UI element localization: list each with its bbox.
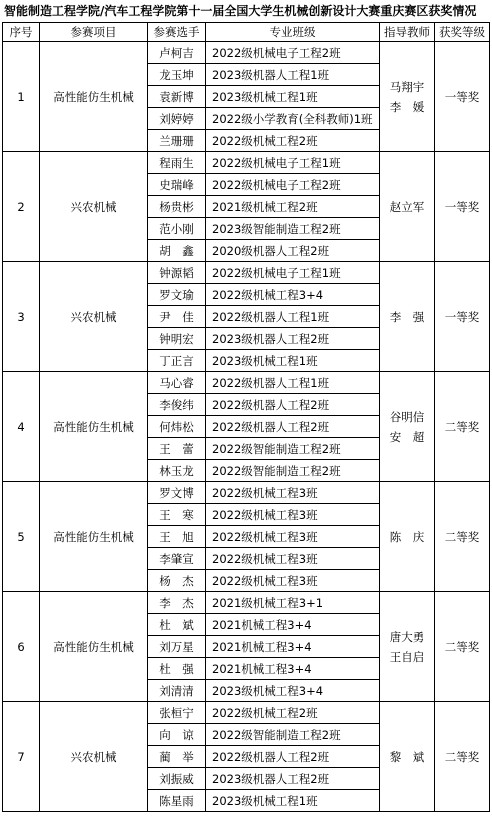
participant-name: 罗文瑜 — [148, 284, 206, 306]
participant-class: 2022级机械工程3班 — [206, 504, 380, 526]
group-award: 二等奖 — [435, 592, 490, 702]
group-index: 7 — [3, 702, 40, 812]
table-row — [3, 592, 490, 614]
participant-name: 程雨生 — [148, 152, 206, 174]
participant-name: 杨贵彬 — [148, 196, 206, 218]
participant-class: 2023级机器人工程1班 — [206, 64, 380, 86]
table-row — [3, 482, 490, 504]
participant-class: 2022级小学教育(全科教师)1班 — [206, 108, 380, 130]
participant-class: 2022级智能制造工程2班 — [206, 438, 380, 460]
participant-name: 兰珊珊 — [148, 130, 206, 152]
participant-name: 范小刚 — [148, 218, 206, 240]
group-project: 兴农机械 — [40, 152, 148, 262]
participant-name: 卢柯吉 — [148, 42, 206, 64]
participant-class: 2023级机械工程1班 — [206, 790, 380, 812]
table-row — [3, 152, 490, 174]
participant-name: 王 寒 — [148, 504, 206, 526]
group-index: 3 — [3, 262, 40, 372]
advisor-name: 安 超 — [389, 429, 425, 444]
group-project: 兴农机械 — [40, 262, 148, 372]
advisor-name: 黎 斌 — [389, 749, 425, 764]
group-index: 1 — [3, 42, 40, 152]
participant-name: 胡 鑫 — [148, 240, 206, 262]
advisor-name: 陈 庆 — [389, 529, 425, 544]
participant-class: 2023级机器人工程2班 — [206, 328, 380, 350]
participant-class: 2021级机械工程2班 — [206, 196, 380, 218]
group-advisors — [380, 42, 435, 152]
advisor-name: 李 媛 — [389, 99, 425, 114]
participant-name: 何炜松 — [148, 416, 206, 438]
group-advisors — [380, 702, 435, 812]
group-index: 5 — [3, 482, 40, 592]
participant-class: 2022级智能制造工程2班 — [206, 460, 380, 482]
participant-class: 2022级机械工程2班 — [206, 702, 380, 724]
participant-name: 钟明宏 — [148, 328, 206, 350]
participant-name: 蔺 举 — [148, 746, 206, 768]
participant-class: 2022级机器人工程1班 — [206, 306, 380, 328]
group-index: 6 — [3, 592, 40, 702]
participant-class: 2023级机械工程1班 — [206, 86, 380, 108]
participant-class: 2022级机械电子工程2班 — [206, 174, 380, 196]
participant-name: 刘婷婷 — [148, 108, 206, 130]
participant-class: 2020级机器人工程2班 — [206, 240, 380, 262]
participant-class: 2022级机械工程3班 — [206, 548, 380, 570]
participant-class: 2022级机械电子工程1班 — [206, 152, 380, 174]
participant-name: 王 旭 — [148, 526, 206, 548]
advisor-name: 赵立军 — [389, 199, 425, 214]
participant-name: 刘万星 — [148, 636, 206, 658]
participant-name: 尹 佳 — [148, 306, 206, 328]
participant-name: 杜 斌 — [148, 614, 206, 636]
participant-class: 2022级机器人工程2班 — [206, 394, 380, 416]
advisor-name: 唐大勇 — [389, 629, 425, 644]
table-body — [3, 42, 490, 812]
participant-name: 马心睿 — [148, 372, 206, 394]
award-table — [2, 22, 490, 812]
participant-class: 2023级机器人工程2班 — [206, 768, 380, 790]
participant-name: 王 蕾 — [148, 438, 206, 460]
group-award: 二等奖 — [435, 702, 490, 812]
participant-name: 龙玉坤 — [148, 64, 206, 86]
group-award: 二等奖 — [435, 482, 490, 592]
participant-class: 2022级机器人工程1班 — [206, 372, 380, 394]
group-advisors — [380, 482, 435, 592]
participant-class: 2022级机械电子工程2班 — [206, 42, 380, 64]
group-advisors — [380, 152, 435, 262]
advisor-name: 谷明信 — [389, 409, 425, 424]
participant-class: 2022级智能制造工程2班 — [206, 724, 380, 746]
group-award: 一等奖 — [435, 262, 490, 372]
header-participant: 参赛选手 — [148, 23, 206, 42]
participant-class: 2022级机器人工程2班 — [206, 416, 380, 438]
header-row — [3, 23, 490, 42]
group-project: 高性能仿生机械 — [40, 372, 148, 482]
group-project: 高性能仿生机械 — [40, 482, 148, 592]
participant-class: 2022级机械电子工程1班 — [206, 262, 380, 284]
group-advisors — [380, 592, 435, 702]
header-index: 序号 — [3, 23, 40, 42]
participant-name: 史瑞峰 — [148, 174, 206, 196]
group-project: 兴农机械 — [40, 702, 148, 812]
participant-name: 罗文博 — [148, 482, 206, 504]
participant-class: 2022级机械工程3班 — [206, 482, 380, 504]
document-title: 智能制造工程学院/汽车工程学院第十一届全国大学生机械创新设计大赛重庆赛区获奖情况 — [4, 4, 477, 18]
participant-name: 李 杰 — [148, 592, 206, 614]
group-advisors — [380, 262, 435, 372]
table-row — [3, 42, 490, 64]
group-project: 高性能仿生机械 — [40, 42, 148, 152]
participant-name: 刘清清 — [148, 680, 206, 702]
participant-name: 杜 强 — [148, 658, 206, 680]
table-row — [3, 372, 490, 394]
group-award: 一等奖 — [435, 42, 490, 152]
participant-name: 向 谅 — [148, 724, 206, 746]
advisor-name: 王自启 — [389, 649, 425, 664]
participant-name: 杨 杰 — [148, 570, 206, 592]
participant-class: 2022级机械工程3班 — [206, 570, 380, 592]
participant-class: 2022级机械工程3班 — [206, 526, 380, 548]
group-index: 2 — [3, 152, 40, 262]
participant-name: 钟源韬 — [148, 262, 206, 284]
header-advisor: 指导教师 — [380, 23, 435, 42]
participant-class: 2022级机械工程3+4 — [206, 284, 380, 306]
participant-name: 李俊纬 — [148, 394, 206, 416]
participant-name: 张桓宁 — [148, 702, 206, 724]
participant-name: 袁新博 — [148, 86, 206, 108]
participant-name: 刘振威 — [148, 768, 206, 790]
participant-name: 李肇宣 — [148, 548, 206, 570]
participant-class: 2021机械工程3+4 — [206, 658, 380, 680]
participant-class: 2022级机械工程2班 — [206, 130, 380, 152]
participant-class: 2021机械工程3+4 — [206, 636, 380, 658]
header-class: 专业班级 — [206, 23, 380, 42]
advisor-name: 马翔宇 — [389, 79, 425, 94]
participant-class: 2021机械工程3+4 — [206, 614, 380, 636]
header-award: 获奖等级 — [435, 23, 490, 42]
group-project: 高性能仿生机械 — [40, 592, 148, 702]
participant-class: 2023级机械工程1班 — [206, 350, 380, 372]
participant-name: 丁正言 — [148, 350, 206, 372]
table-row — [3, 702, 490, 724]
participant-name: 陈星雨 — [148, 790, 206, 812]
header-project: 参赛项目 — [40, 23, 148, 42]
group-advisors — [380, 372, 435, 482]
group-award: 一等奖 — [435, 152, 490, 262]
group-index: 4 — [3, 372, 40, 482]
participant-class: 2023级智能制造工程2班 — [206, 218, 380, 240]
participant-class: 2023级机械工程3+4 — [206, 680, 380, 702]
advisor-name: 李 强 — [389, 309, 425, 324]
participant-class: 2021级机械工程3+1 — [206, 592, 380, 614]
table-row — [3, 262, 490, 284]
participant-class: 2022级机器人工程2班 — [206, 746, 380, 768]
participant-name: 林玉龙 — [148, 460, 206, 482]
group-award: 二等奖 — [435, 372, 490, 482]
